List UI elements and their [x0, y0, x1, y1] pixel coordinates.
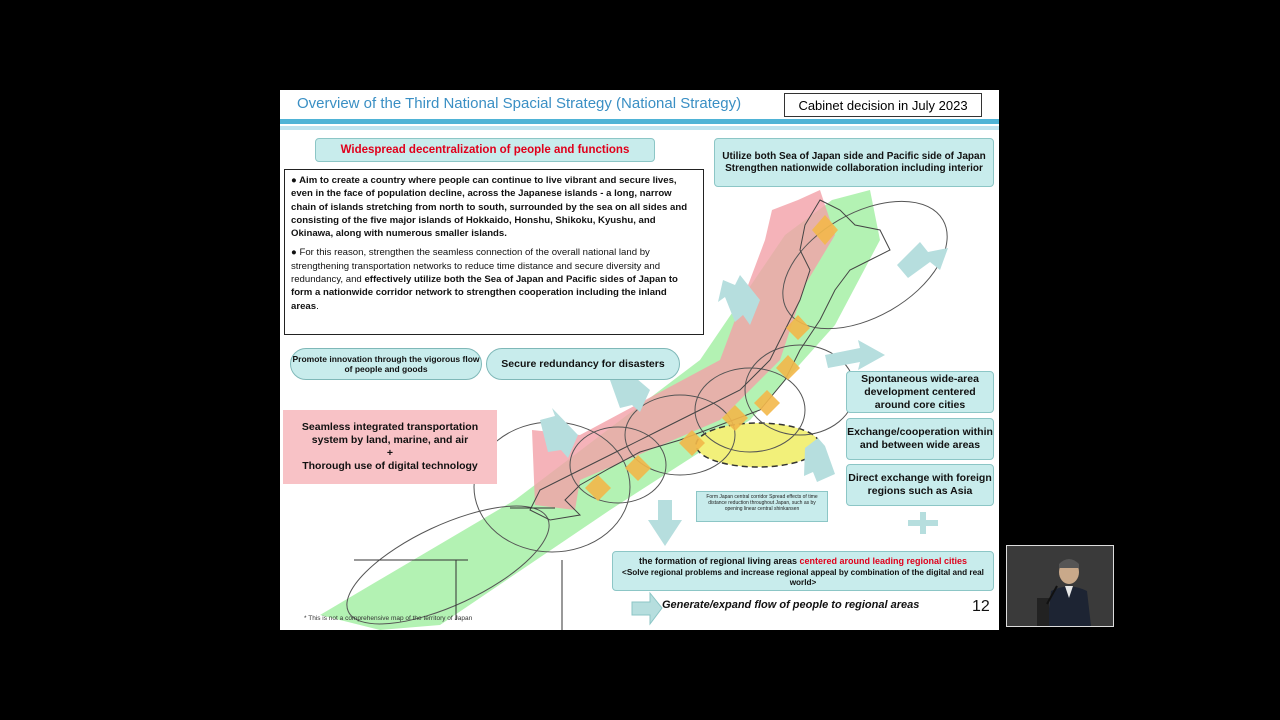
seamless-line-2: Thorough use of digital technology — [302, 460, 478, 472]
formation-line-1 — [613, 556, 993, 566]
headline-box: Widespread decentralization of people and functions — [315, 138, 655, 162]
presentation-slide — [280, 90, 999, 630]
page-number: 12 — [972, 598, 990, 615]
seamless-plus: + — [386, 447, 394, 459]
strategy-description-box — [284, 169, 704, 335]
bullet-2-plain: For this reason, strengthen the seamless connection of the overall national land by strengthening transportation networks to reduce time distance and secure diversity and redundancy, and — [291, 247, 661, 286]
bullet-2: ● For this reason, strengthen the seamless connection of the overall national land by strengthening transportation networks to reduce time distance and secure diversity and redundancy, and effectively utilize both the Sea of Japan and Pacific sides of Japan to form a nationwide corridor network to strengthen cooperation including the inland areas. — [291, 247, 678, 312]
regional-living-areas-box — [612, 551, 994, 591]
formation-line-2: <Solve regional problems and increase regional appeal by combination of the digital and real world> — [622, 568, 984, 587]
redundancy-oval: Secure redundancy for disasters — [486, 348, 680, 380]
innovation-oval: Promote innovation through the vigorous flow of people and goods — [290, 348, 482, 380]
exchange-cooperation-box: Exchange/cooperation within and between wide areas — [846, 418, 994, 460]
utilize-both-sides-box — [714, 138, 994, 187]
central-corridor-region — [696, 423, 820, 467]
seamless-line-1: Seamless integrated transportation system by land, marine, and air — [301, 421, 479, 446]
wide-area-development-box: Spontaneous wide-area development centered around core cities — [846, 371, 994, 413]
seamless-transport-box — [283, 410, 497, 484]
bullet-1-text: Aim to create a country where people can continue to live vibrant and secure lives, even in the face of population decline, across the Japanese islands - a long, narrow chain of islands stretching from north to south, surrounded by the sea on all sides and consisting of the five major islands of Hokkaido, Honshu, Shikoku, Kyushu, and Okinawa, along with numerous smaller islands. — [291, 175, 688, 240]
speaker-video-thumbnail — [1006, 545, 1114, 627]
bullet-2-end: . — [316, 300, 319, 312]
header-band-light — [280, 126, 999, 130]
formation-prefix: the formation of regional living areas — [638, 556, 800, 566]
cabinet-decision-label: Cabinet decision in July 2023 — [784, 93, 982, 117]
slide-title: Overview of the Third National Spacial Strategy (National Strategy) — [297, 95, 742, 112]
bullet-1: ● Aim to create a country where people can continue to live vibrant and secure lives, even in the face of population decline, across the Japanese islands - a long, narrow chain of islands stretching from north to south, surrounded by the sea on all sides and consisting of the five major islands of Hokkaido, Honshu, Shikoku, Kyushu, and Okinawa, along with numerous smaller islands. — [291, 175, 688, 240]
generate-flow-text: Generate/expand flow of people to regional areas — [662, 599, 920, 611]
foreign-exchange-box: Direct exchange with foreign regions such as Asia — [846, 464, 994, 506]
header-band — [280, 119, 999, 124]
formation-red-text: centered around leading regional cities — [799, 556, 968, 566]
bullet-2-bold: effectively utilize both the Sea of Japan and Pacific sides of Japan to form a nationwide corridor network to strengthen cooperation including the inland areas — [291, 274, 678, 312]
map-footnote: * This is not a comprehensive map of the territory of Japan — [304, 615, 473, 622]
utilize-line-2: Strengthen nationwide collaboration including interior — [725, 162, 983, 174]
central-corridor-callout: Form Japan central corridor Spread effects of time distance reduction throughout Japan, such as by opening linear central shinkansen — [696, 491, 828, 522]
utilize-line-1: Utilize both Sea of Japan side and Pacific side of Japan — [722, 150, 986, 162]
speaker-icon — [1007, 546, 1113, 626]
